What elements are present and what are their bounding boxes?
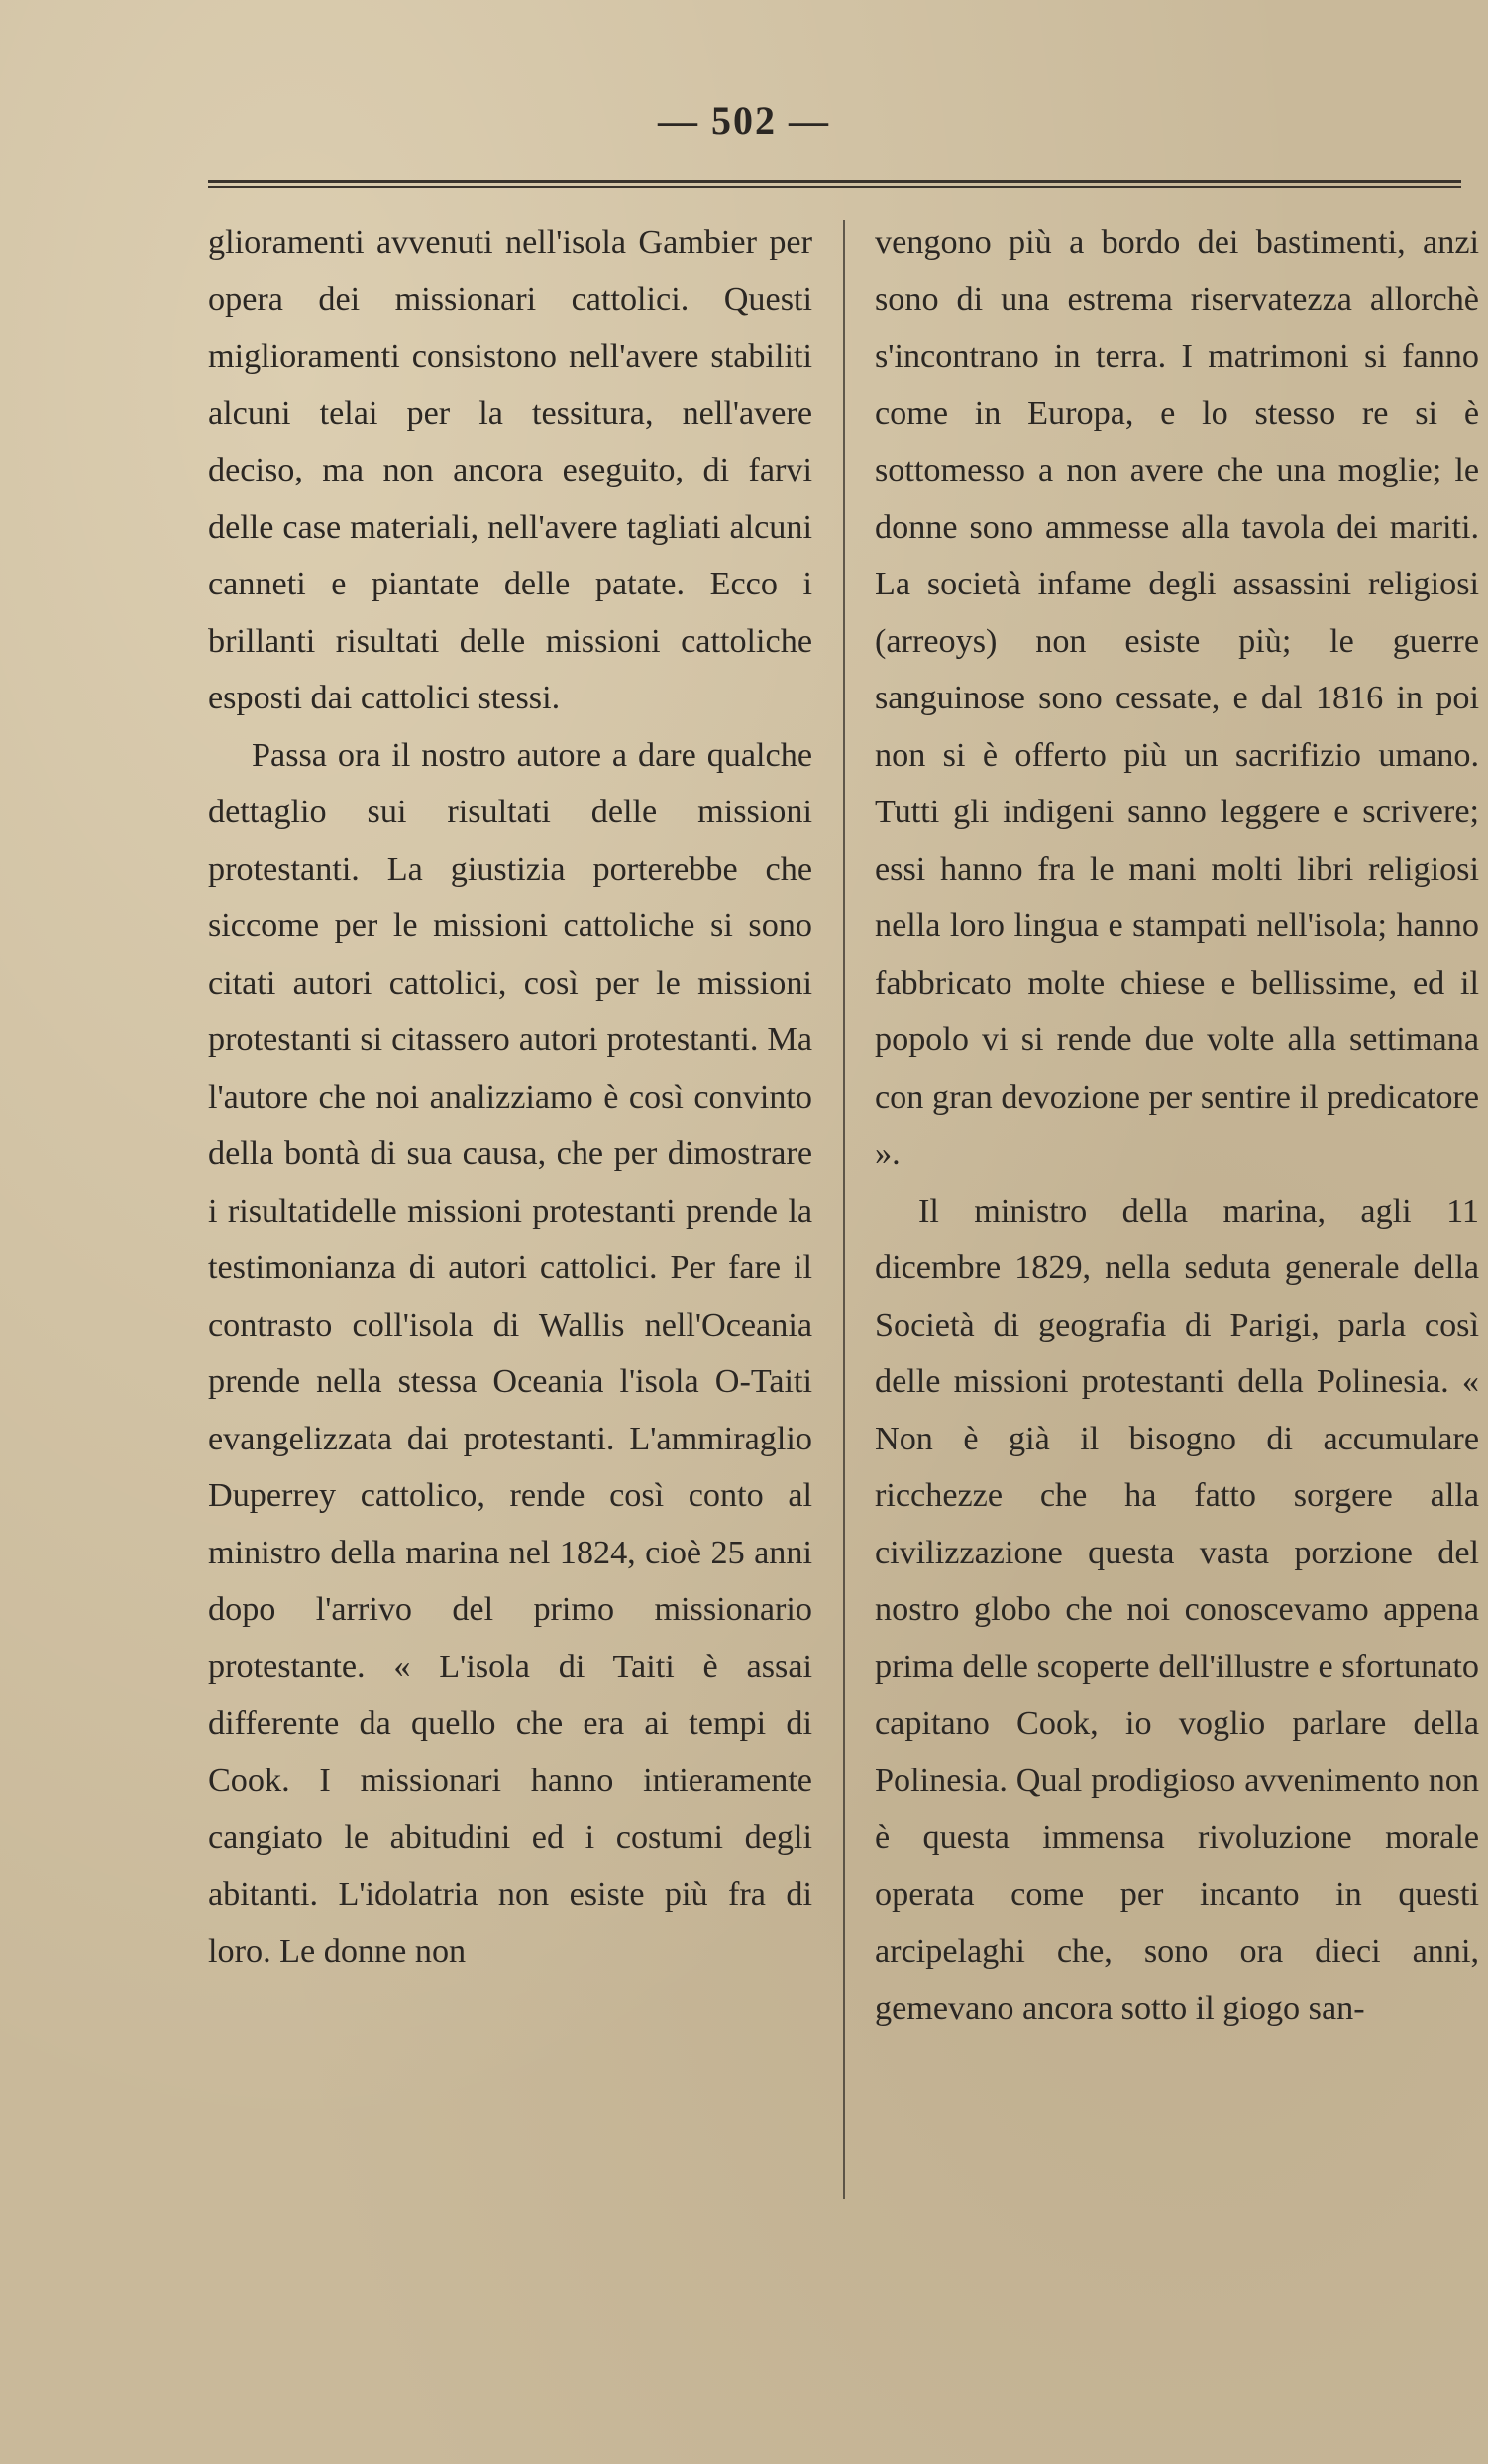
paragraph: Passa ora il nostro autore a dare qualche dettaglio sui risultati delle missioni protestanti. La giustizia porterebbe che siccome per le missioni cattoliche si sono citati autori cattolici, così per le missioni protestanti si citassero autori protestanti. Ma l'autore che noi analizziamo è così convinto della bontà di sua causa, che per dimostrare i risultatidelle missioni protestanti prende la testimonianza di autori cattolici. Per fare il contrasto coll'isola di Wallis nell'Oceania prende nella stessa Oceania l'isola O-Taiti evangelizzata dai protestanti. L'ammiraglio Duperrey cattolico, rende così conto al ministro della marina nel 1824, cioè 25 anni dopo l'arrivo del primo missionario protestante. « L'isola di Taiti è assai differente da quello che era ai tempi di Cook. I missionari hanno intieramente cangiato le abitudini ed i costumi degli abitanti. L'idolatria non esiste più fra di loro. Le donne non — [208, 736, 812, 1970]
left-column — [208, 214, 812, 1981]
paragraph: glioramenti avvenuti nell'isola Gambier per opera dei missionari cattolici. Questi miglioramenti consistono nell'avere stabiliti alcuni telai per la tessitura, nell'avere deciso, ma non ancora eseguito, di farvi delle case materiali, nell'avere tagliati alcuni canneti e piantate delle patate. Ecco i brillanti risultati delle missioni cattoliche esposti dai cattolici stessi. — [208, 224, 812, 716]
paragraph: vengono più a bordo dei bastimenti, anzi sono di una estrema riservatezza allorchè s'incontrano in terra. I matrimoni si fanno come in Europa, e lo stesso re si è sottomesso a non avere che una moglie; le donne sono ammesse alla tavola dei mariti. La società infame degli assassini religiosi (arreoys) non esiste più; le guerre sanguinose sono cessate, e dal 1816 in poi non si è offerto più un sacrifizio umano. Tutti gli indigeni sanno leggere e scrivere; essi hanno fra le mani molti libri religiosi nella loro lingua e stampati nell'isola; hanno fabbricato molte chiese e bellissime, ed il popolo vi si rende due volte alla settimana con gran devozione per sentire il predicatore ». — [875, 224, 1479, 1172]
page-number: — 502 — — [658, 98, 830, 143]
column-divider — [843, 220, 845, 2199]
right-column — [875, 214, 1479, 2037]
paragraph: Il ministro della marina, agli 11 dicembre 1829, nella seduta generale della Società di geografia di Parigi, parla così delle missioni protestanti della Polinesia. « Non è già il bisogno di accumulare ricchezze che ha fatto sorgere alla civilizzazione questa vasta porzione del nostro globo che noi conoscevamo appena prima delle scoperte dell'illustre e sfortunato capitano Cook, io voglio parlare della Polinesia. Qual prodigioso avvenimento non è questa immensa rivoluzione morale operata come per incanto in questi arcipelaghi che, sono ora dieci anni, gemevano ancora sotto il giogo san- — [875, 1192, 1479, 2027]
header-rule — [208, 180, 1461, 188]
